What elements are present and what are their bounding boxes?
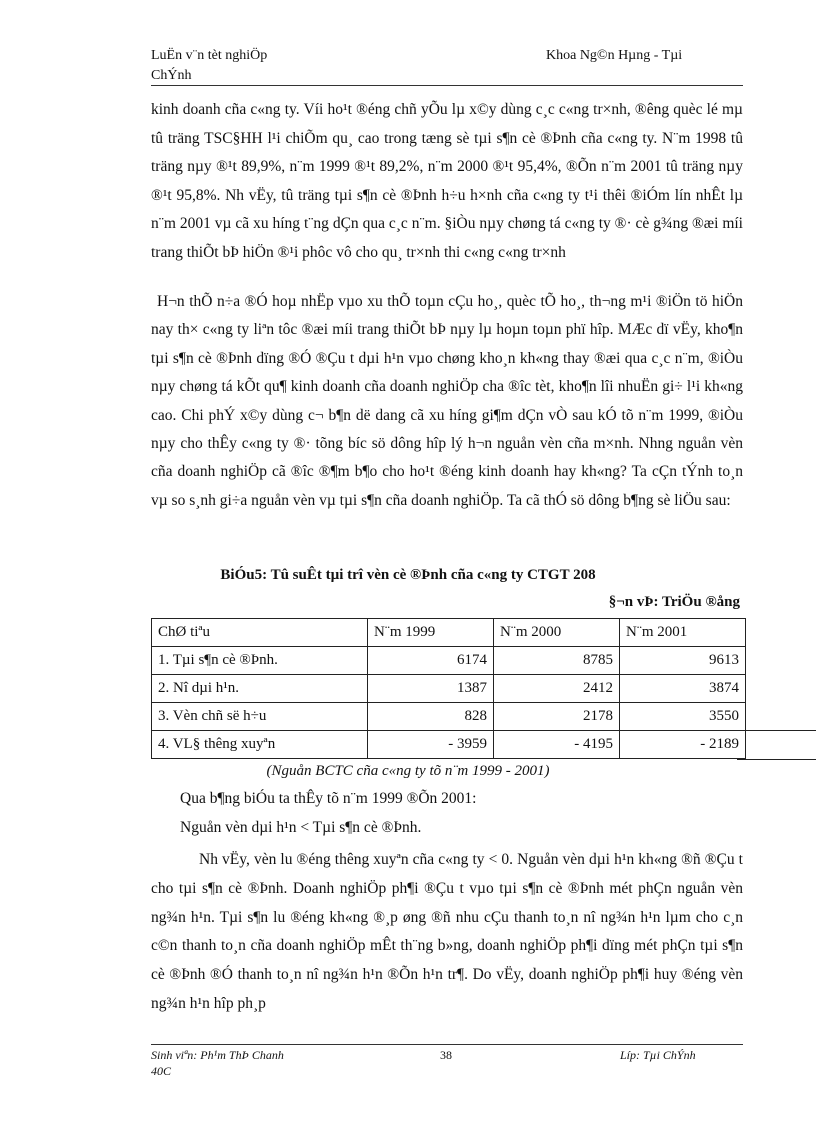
paragraph-1: kinh doanh cña c«ng ty. Víi ho¹t ®éng chñ yÕu lµ x©y dùng c¸c c«ng tr×nh, ®êng quèc lé mµ tû träng TSC§HH l¹i chiÕm qu¸ cao trong tæng sè tµi s¶n cè ®Þnh cña c«ng ty. N¨m 1998 tû träng nµy ®¹t 89,9%, n¨m 1999 ®¹t 89,2%, n¨m 2000 ®¹t 95,4%, ®Õn n¨m 2001 tû träng nµy ®¹t 95,8%. Nh vËy, tû träng tµi s¶n cè ®Þnh h÷u h×nh cña c«ng ty t¹i thêi ®iÓm lín nhÊt lµ n¨m 2001 vµ cã xu híng t¨ng dÇn qua c¸c n¨m. §iÒu nµy chøng tá c«ng ty ®· cè g¾ng ®æi míi trang thiÕt bÞ hiÖn ®¹i phôc vô cho qu¸ tr×nh thi c«ng c«ng tr×nh [151,101,743,261]
footer-class: Líp: Tµi ChÝnh [620,1048,696,1062]
table-header-cell: ChØ tiªu [152,619,368,647]
table-cell: 1387 [368,675,494,703]
table-cell: 6174 [368,647,494,675]
footer-student-name: Sinh viªn: Ph¹m ThÞ Chanh [151,1048,284,1062]
table-cell: 3. Vèn chñ së h÷u [152,703,368,731]
table-cell: 2. Nî dµi h¹n. [152,675,368,703]
table-unit: §¬n vÞ: TriÖu ®ång [608,594,740,610]
table-cell: - 4195 [494,731,620,759]
table-cell: 828 [368,703,494,731]
table-header-row [152,619,746,647]
table-cell: 1. Tµi s¶n cè ®Þnh. [152,647,368,675]
header-left [151,46,267,86]
table-source: (Nguån BCTC cña c«ng ty tõ n¨m 1999 - 2001) [266,763,550,779]
table-cell: 8785 [494,647,620,675]
footer-student [151,1047,284,1079]
table-cell: 4. VL§ thêng xuyªn [152,731,368,759]
text-line: Nguån vèn dµi h¹n < Tµi s¶n cè ®Þnh. [180,819,422,836]
table-cell: - 2189 [620,731,746,759]
footer-rule [151,1044,743,1045]
text-line: Qua b¶ng biÓu ta thÊy tõ n¨m 1999 ®Õn 2001: [180,790,477,807]
footer-student-class: 40C [151,1064,172,1078]
header-thesis-title: LuËn v¨n tèt nghiÖp [151,48,268,63]
header-faculty: Khoa Ng©n Hµng - Tµi [546,48,683,63]
table-row [152,675,746,703]
table-row [152,731,746,759]
table-header-cell: N¨m 1999 [368,619,494,647]
table-row [152,647,746,675]
table-overflow-cell [737,730,816,760]
table-header-cell: N¨m 2001 [620,619,746,647]
table-cell: 2412 [494,675,620,703]
table-cell: 2178 [494,703,620,731]
table-cell: 3550 [620,703,746,731]
paragraph-3: Nh vËy, vèn lu ®éng thêng xuyªn cña c«ng ty < 0. Nguån vèn dµi h¹n kh«ng ®ñ ®Çu t cho tµi s¶n cè ®Þnh. Doanh nghiÖp ph¶i ®Çu t vµo tµi s¶n cè ®Þnh mét phÇn nguån vèn ng¾n h¹n. Tµi s¶n lu ®éng kh«ng ®¸p øng ®ñ nhu cÇu thanh to¸n nî ng¾n h¹n lµm cho c¸n c©n thanh to¸n cña doanh nghiÖp mÊt th¨ng b»ng, doanh nghiÖp ph¶i dïng mét phÇn tµi s¶n cè ®Þnh ®Ó thanh to¸n nî ng¾n h¹n ®Õn h¹n tr¶. Do vËy, doanh nghiÖp ph¶i huy ®éng vèn ng¾n h¹n hîp ph¸p [151,851,743,1012]
table-row [152,703,746,731]
page-number: 38 [440,1048,452,1062]
paragraph-2: H¬n thÕ n÷a ®Ó hoµ nhËp vµo xu thÕ toµn cÇu ho¸, quèc tÕ ho¸, th¬ng m¹i ®iÖn tö hiÖn nay th× c«ng ty liªn tôc ®æi míi trang thiÕt bÞ nµy lµ hoµn toµn phï hîp. MÆc dï vËy, kho¶n tµi s¶n cè ®Þnh dïng ®Ó ®Çu t dµi h¹n vµo chøng kho¸n kh«ng thay ®æi qua c¸c n¨m, ®iÒu nµy chøng tá kÕt qu¶ kinh doanh cña doanh nghiÖp cha ®îc tèt, kho¶n lîi nhuËn gi÷ l¹i kh«ng cao. Chi phÝ x©y dùng c¬ b¶n dë dang cã xu híng gi¶m dÇn vÒ sau kÓ tõ n¨m 1999, ®iÒu nµy cho thÊy c«ng ty ®· tõng bíc sö dông hîp lý h¬n nguån vèn cña m×nh. Nhng nguån vèn cña doanh nghiÖp cã ®îc ®¶m b¶o cho ho¹t ®éng kinh doanh hay kh«ng? Ta cÇn tÝnh to¸n vµ so s¸nh gi÷a nguån vèn vµ tµi s¶n cña doanh nghiÖp. Ta cã thÓ sö dông b¶ng sè liÖu sau: [151,293,743,509]
table-caption: BiÓu5: Tû suÊt tµi trî vèn cè ®Þnh cña c«ng ty CTGT 208 [220,567,596,583]
header-rule [151,85,743,86]
table-cell: 3874 [620,675,746,703]
fixed-capital-table [151,618,746,759]
table-header-cell: N¨m 2000 [494,619,620,647]
header-thesis-title-cont: ChÝnh [151,68,192,83]
table-cell: 9613 [620,647,746,675]
table-cell: - 3959 [368,731,494,759]
